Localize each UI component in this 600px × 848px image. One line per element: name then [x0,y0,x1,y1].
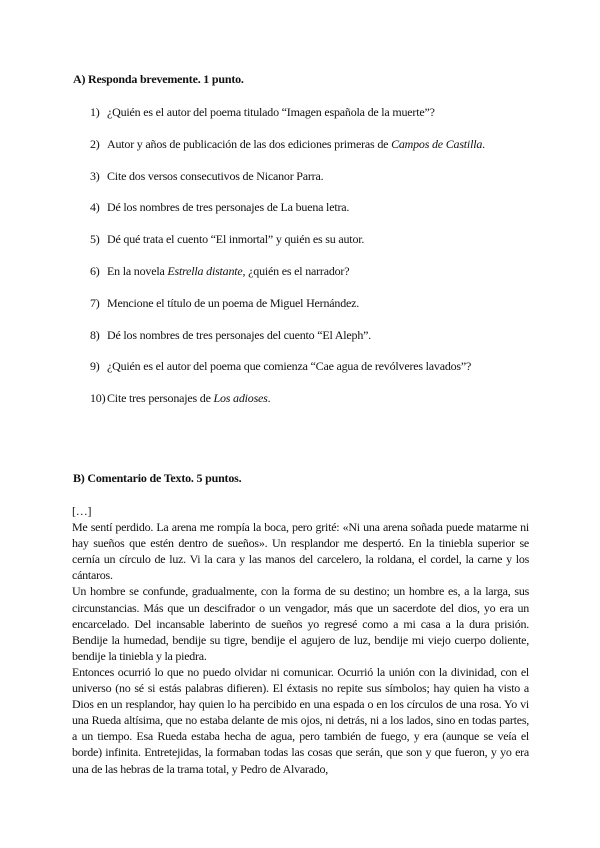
question-text-part: Autor y años de publicación de las dos ediciones primeras de [107,136,392,151]
question-italic-title: Estrella distante [167,264,243,278]
question-number: 1) [90,105,100,119]
question-text [107,105,435,120]
question-text [107,296,359,311]
question-number: 6) [90,264,100,278]
question-text [107,232,364,247]
question-text [107,137,485,152]
question-text-part: Dé los nombres de tres personajes de La buena letra. [107,200,350,215]
question-number: 7) [90,295,100,310]
question-item [90,137,530,152]
text-paragraph: Me sentí perdido. La arena me rompía la boca, pero grité: «Ni una arena soñada puede matarme ni hay sueños que estén dentro de sueños». Un resplandor me despertó. En la tiniebla superior se cernía un círculo de luz. Vi la cara y las manos del carcelero, la roldana, el cordel, la carne y los cántaros. [72,520,529,583]
question-item [90,105,530,120]
question-text-part: Dé qué trata el cuento “El inmortal” y quién es su autor. [107,232,365,247]
question-text [107,200,349,215]
question-item [90,391,530,406]
question-number: 2) [90,136,100,151]
question-number: 8) [90,327,100,342]
text-paragraph: […] [72,504,92,518]
question-text-part: ¿Quién es el autor del poema que comienza “Cae agua de revólveres lavados”? [107,359,472,374]
question-text-part: Cite dos versos consecutivos de Nicanor Parra. [107,168,324,183]
question-item [90,359,530,374]
question-item [90,169,530,184]
question-text [107,264,349,279]
section-b-heading: B) Comentario de Texto. 5 puntos. [73,471,242,485]
question-item [90,328,530,343]
question-text [107,328,371,343]
question-number: 5) [90,232,100,247]
text-paragraph: Entonces ocurrió lo que no puedo olvidar ni comunicar. Ocurrió la unión con la divinidad, con el universo (no sé si estás palabras difieren). El éxtasis no repite sus símbolos; hay quien ha visto a Dios en un resplandor, hay quien lo ha percibido en una espada o en los círculos de una rosa. Yo vi una Rueda altísima, que no estaba delante de mis ojos, ni detrás, ni a los lados, sino en todas partes, a un tiempo. Esa Rueda estaba hecha de agua, pero también de fuego, y era (aunque se veía el borde) infinita. Entretejidas, la formaban todas las cosas que serán, que son y que fueron, y yo era una de las hebras de la trama total, y Pedro de Alvarado, [72,664,529,776]
question-text-part: , ¿quién es el narrador? [242,264,350,278]
question-text [107,391,270,406]
question-text-part: ¿Quién es el autor del poema titulado “Imagen española de la muerte”? [107,105,435,119]
question-italic-title: Los adioses [213,391,268,406]
question-item [90,232,530,247]
question-item [90,264,530,279]
question-text-part: Dé los nombres de tres personajes del cuento “El Aleph”. [107,327,372,342]
question-number: 4) [90,200,100,215]
question-text-part: . [482,136,485,151]
text-paragraph: Un hombre se confunde, gradualmente, con la forma de su destino; un hombre es, a la larga, sus circunstancias. Más que un descifrador o un vengador, más que un sacerdote del dios, yo era un encarcelado. Del incansable laberinto de sueños yo regresé como a mi casa a la dura prisión. Bendije la humedad, bendije su tigre, bendije el agujero de luz, bendije mi viejo cuerpo doliente, bendije la tiniebla y la piedra. [72,584,529,663]
question-text-part: En la novela [107,264,168,278]
question-number: 3) [90,168,100,183]
question-item [90,200,530,215]
commentary-text [72,503,529,777]
question-text-part: Mencione el título de un poema de Miguel Hernández. [107,295,360,310]
question-item [90,296,530,311]
question-text-part: Cite tres personajes de [107,391,214,406]
question-number: 10) [90,391,106,406]
question-italic-title: Campos de Castilla [391,136,483,151]
question-number: 9) [90,359,100,374]
section-a-heading: A) Responda brevemente. 1 punto. [73,72,244,86]
question-text-part: . [267,391,271,406]
question-text [107,169,323,184]
question-text [107,359,471,374]
